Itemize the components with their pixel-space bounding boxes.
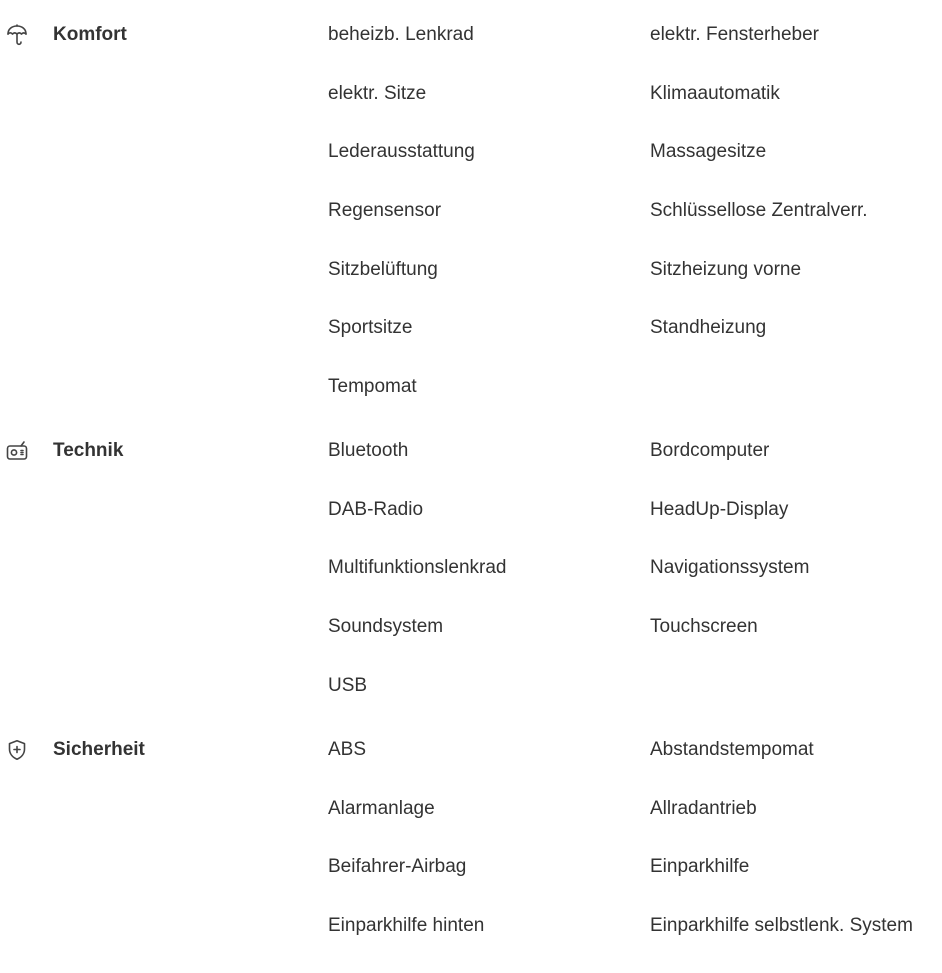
shield-plus-icon [6, 738, 28, 762]
feature-item: Touchscreen [650, 616, 758, 638]
section-title: Technik [53, 440, 124, 461]
feature-item: Einparkhilfe hinten [328, 915, 485, 937]
umbrella-icon [6, 23, 28, 47]
feature-item: Lederausstattung [328, 141, 475, 163]
feature-item: elektr. Sitze [328, 82, 427, 104]
section-title: Komfort [53, 24, 127, 45]
feature-item: Beifahrer-Airbag [328, 856, 467, 878]
feature-item: Navigationssystem [650, 557, 810, 579]
feature-item: Alarmanlage [328, 797, 435, 819]
feature-item: Sitzbelüftung [328, 258, 438, 280]
feature-item: Einparkhilfe [650, 856, 750, 878]
feature-list [328, 738, 938, 973]
feature-item: Einparkhilfe selbstlenk. System [650, 915, 913, 937]
feature-item: Abstandstempomat [650, 739, 814, 760]
feature-item: Bordcomputer [650, 440, 770, 461]
feature-item: Sportsitze [328, 317, 413, 339]
radio-icon [6, 439, 28, 463]
feature-item: Standheizung [650, 317, 767, 339]
feature-item: Allradantrieb [650, 797, 757, 819]
feature-item: DAB-Radio [328, 498, 424, 520]
feature-item: Bluetooth [328, 440, 409, 461]
feature-item: ABS [328, 739, 367, 760]
feature-item: Schlüssellose Zentralverr. [650, 200, 868, 222]
feature-list [328, 439, 938, 732]
section-title: Sicherheit [53, 739, 145, 760]
feature-item: Klimaautomatik [650, 82, 780, 104]
feature-item: Massagesitze [650, 141, 767, 163]
feature-item: Multifunktionslenkrad [328, 557, 507, 579]
feature-item: HeadUp-Display [650, 498, 789, 520]
feature-item: Sitzheizung vorne [650, 258, 802, 280]
feature-list [328, 23, 938, 434]
feature-item: USB [328, 674, 368, 696]
feature-item: Tempomat [328, 376, 417, 398]
feature-item: elektr. Fensterheber [650, 24, 819, 45]
feature-item: Soundsystem [328, 616, 444, 638]
feature-item: Regensensor [328, 200, 442, 222]
feature-item: beheizb. Lenkrad [328, 24, 474, 45]
